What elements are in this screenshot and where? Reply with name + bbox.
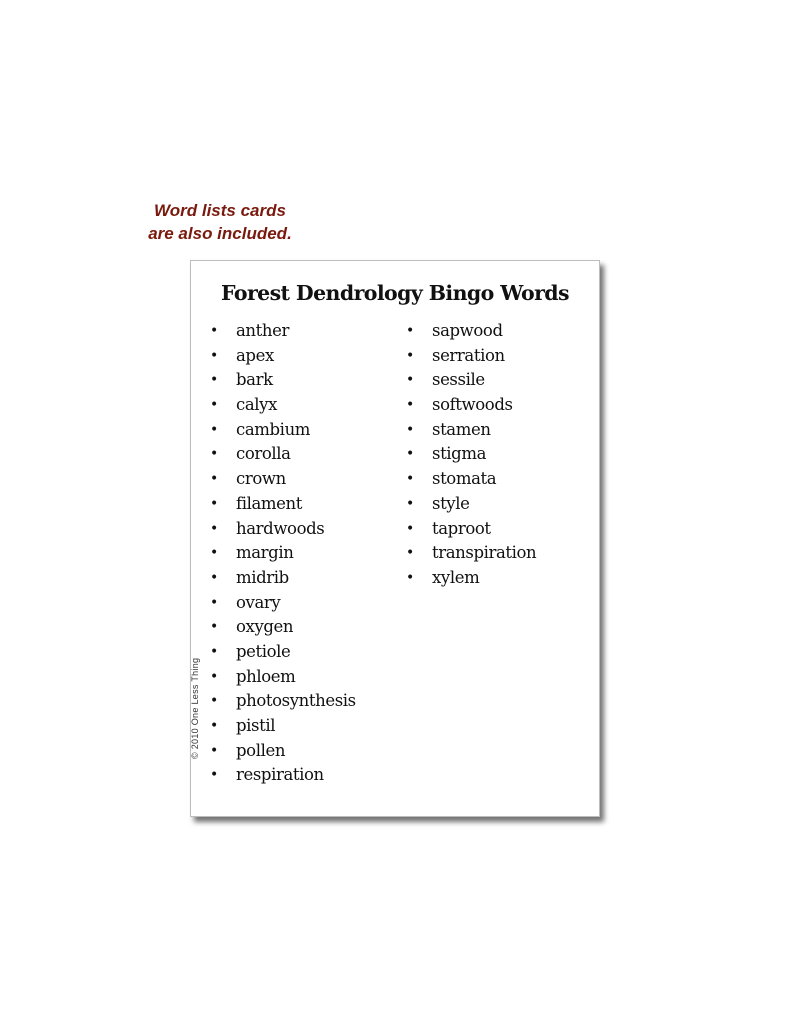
bullet-icon: • — [406, 372, 414, 389]
bullet-icon: • — [210, 619, 218, 636]
card-title: Forest Dendrology Bingo Words — [221, 281, 569, 305]
word-list-item — [402, 468, 536, 493]
word-list-item — [206, 690, 356, 715]
word-text: cambium — [236, 419, 311, 439]
word-list-item — [206, 641, 356, 666]
word-list-item — [206, 345, 356, 370]
bullet-icon: • — [210, 323, 218, 339]
word-text: margin — [236, 543, 294, 563]
word-text: softwoods — [432, 395, 513, 415]
word-list-item — [402, 345, 536, 370]
bullet-icon: • — [406, 545, 414, 562]
word-list-item — [206, 542, 356, 567]
bullet-icon: • — [210, 693, 218, 710]
word-list-item — [206, 666, 356, 691]
bullet-icon: • — [210, 767, 218, 784]
bullet-icon: • — [210, 520, 218, 537]
bullet-icon: • — [406, 569, 414, 586]
word-text: petiole — [236, 641, 291, 661]
word-list-item — [402, 493, 536, 518]
word-text: pistil — [236, 716, 276, 735]
bullet-icon: • — [210, 668, 218, 685]
word-text: xylem — [432, 567, 480, 587]
bullet-icon: • — [210, 569, 218, 586]
caption-line-1: Word lists cards — [154, 201, 286, 220]
word-text: anther — [236, 321, 289, 340]
word-list-item — [402, 443, 536, 468]
word-text: phloem — [236, 666, 296, 686]
bullet-icon: • — [210, 372, 218, 389]
word-text: photosynthesis — [236, 691, 356, 711]
word-list-item — [206, 468, 356, 493]
bullet-icon: • — [406, 397, 414, 414]
bullet-icon: • — [210, 347, 218, 364]
word-text: taproot — [432, 518, 491, 538]
word-list-item — [402, 394, 536, 419]
word-list-item — [206, 320, 356, 345]
word-list-item — [402, 419, 536, 444]
word-text: transpiration — [432, 543, 537, 563]
bullet-icon: • — [406, 471, 414, 488]
word-text: hardwoods — [236, 518, 325, 538]
word-list-item — [402, 320, 536, 345]
bullet-icon: • — [210, 643, 218, 660]
word-list-card — [190, 260, 600, 817]
word-list-left — [206, 320, 356, 789]
word-list-item — [402, 369, 536, 394]
word-list-item — [206, 369, 356, 394]
copyright-notice: © 2010 One Less Thing — [190, 657, 200, 759]
word-text: apex — [236, 345, 274, 365]
word-text: stigma — [432, 444, 487, 464]
word-list-item — [206, 616, 356, 641]
word-text: stomata — [432, 469, 497, 489]
word-list-item — [206, 493, 356, 518]
bullet-icon: • — [210, 421, 218, 438]
word-list-item — [206, 715, 356, 740]
word-text: ovary — [236, 592, 281, 612]
word-list-item — [402, 542, 536, 567]
word-list-item — [206, 567, 356, 592]
bullet-icon: • — [210, 397, 218, 414]
word-text: style — [432, 493, 470, 513]
word-text: midrib — [236, 567, 289, 587]
bullet-icon: • — [210, 594, 218, 611]
word-list-item — [206, 394, 356, 419]
word-text: crown — [236, 469, 286, 489]
bullet-icon: • — [210, 495, 218, 512]
word-list-item — [402, 518, 536, 543]
word-list-item — [206, 419, 356, 444]
word-text: stamen — [432, 419, 491, 439]
bullet-icon: • — [406, 446, 414, 463]
word-list-item — [206, 740, 356, 765]
word-list-item — [206, 764, 356, 789]
word-list-item — [206, 518, 356, 543]
word-text: oxygen — [236, 617, 294, 637]
caption-line-2: are also included. — [148, 224, 292, 243]
bullet-icon: • — [406, 495, 414, 512]
word-list-item — [402, 567, 536, 592]
word-text: calyx — [236, 395, 277, 415]
word-text: sessile — [432, 370, 485, 390]
bullet-icon: • — [210, 742, 218, 759]
word-text: pollen — [236, 740, 286, 760]
promo-caption — [120, 199, 320, 245]
bullet-icon: • — [210, 446, 218, 463]
word-list-item — [206, 592, 356, 617]
bullet-icon: • — [406, 421, 414, 438]
word-text: respiration — [236, 765, 324, 785]
word-text: corolla — [236, 444, 291, 464]
bullet-icon: • — [210, 471, 218, 488]
word-text: sapwood — [432, 321, 503, 340]
word-list-right — [402, 320, 536, 592]
bullet-icon: • — [210, 545, 218, 562]
bullet-icon: • — [406, 520, 414, 537]
bullet-icon: • — [406, 323, 414, 339]
bullet-icon: • — [406, 347, 414, 364]
word-text: bark — [236, 370, 273, 390]
word-text: filament — [236, 493, 302, 513]
bullet-icon: • — [210, 718, 218, 734]
word-text: serration — [432, 345, 505, 365]
word-list-item — [206, 443, 356, 468]
